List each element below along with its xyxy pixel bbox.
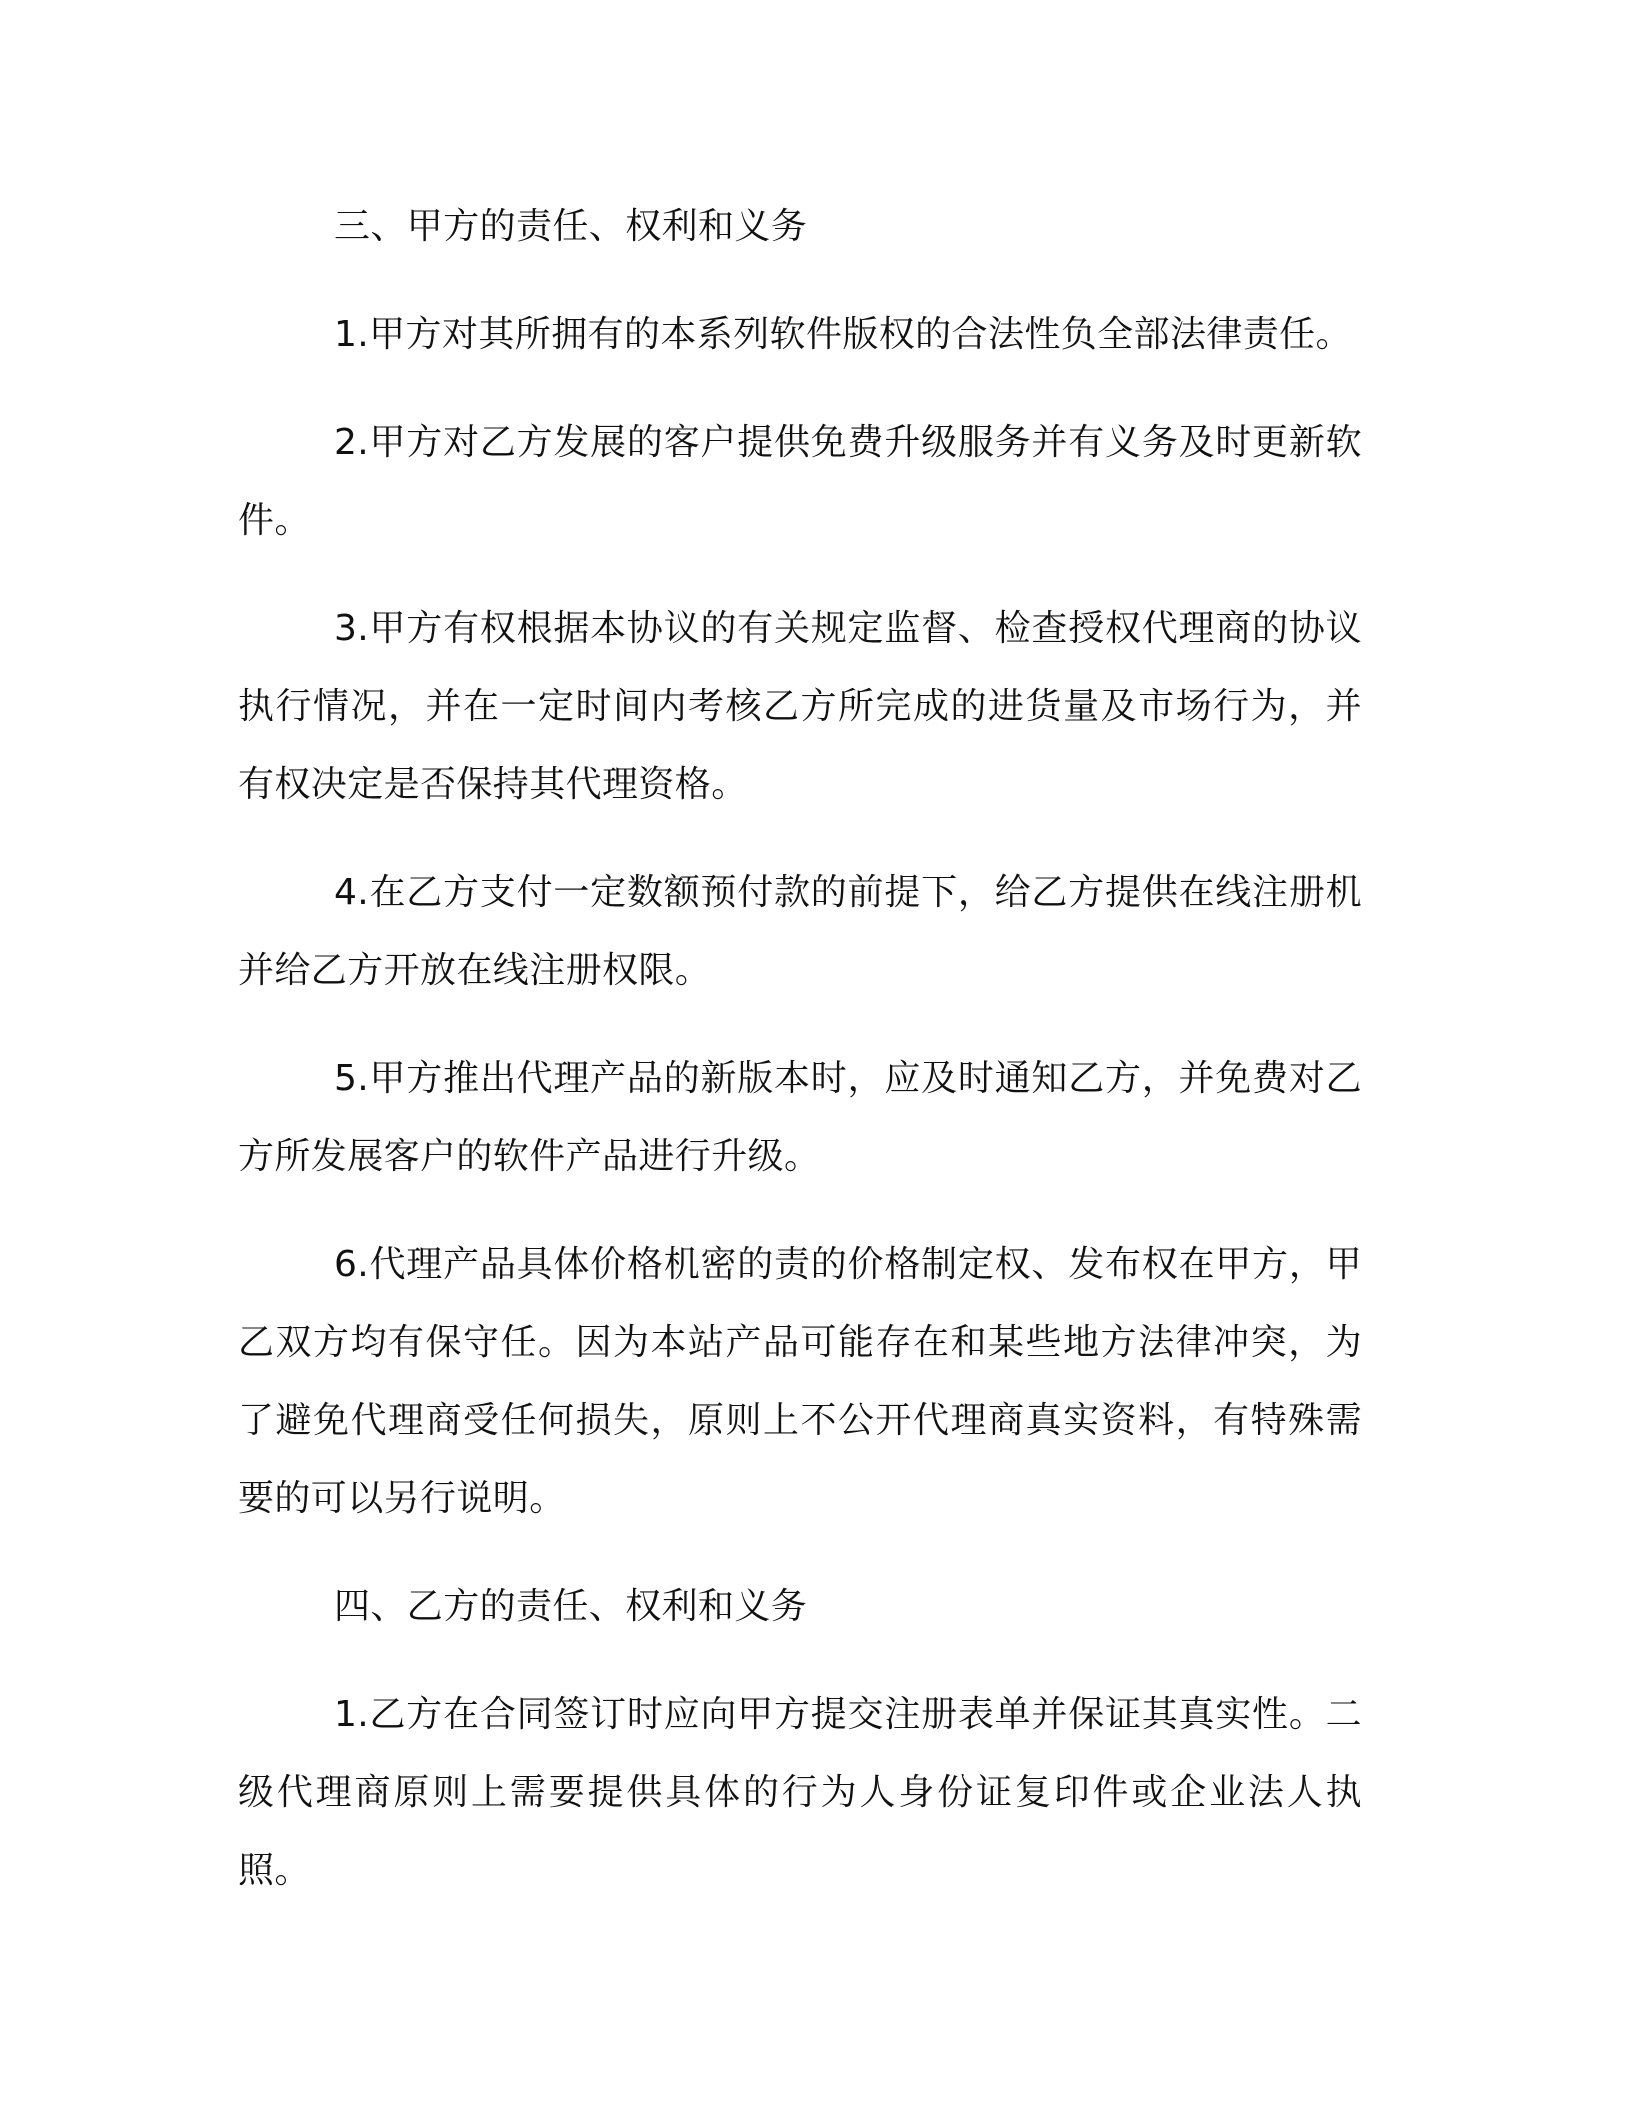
clause-3-1: 1.甲方对其所拥有的本系列软件版权的合法性负全部法律责任。 — [334, 314, 1352, 355]
clause-3-5: 5.甲方推出代理产品的新版本时，应及时通知乙方，并免费对乙方所发展客户的软件产品进行升级。 — [238, 1058, 1362, 1177]
clause-3-4: 4.在乙方支付一定数额预付款的前提下，给乙方提供在线注册机并给乙方开放在线注册权限。 — [238, 872, 1362, 991]
clause-4-1: 1.乙方在合同签订时应向甲方提交注册表单并保证其真实性。二级代理商原则上需要提供具体的行为人身份证复印件或企业法人执照。 — [238, 1694, 1362, 1891]
document-body — [238, 188, 1362, 1940]
section-heading-4: 四、乙方的责任、权利和义务 — [334, 1586, 808, 1627]
clause-3-2: 2.甲方对乙方发展的客户提供免费升级服务并有义务及时更新软件。 — [238, 422, 1362, 541]
clause-3-6: 6.代理产品具体价格机密的责的价格制定权、发布权在甲方，甲乙双方均有保守任。因为本站产品可能存在和某些地方法律冲突，为了避免代理商受任何损失，原则上不公开代理商真实资料，有特殊需要的可以另行说明。 — [238, 1244, 1362, 1519]
section-heading-3: 三、甲方的责任、权利和义务 — [334, 206, 808, 247]
clause-3-3: 3.甲方有权根据本协议的有关规定监督、检查授权代理商的协议执行情况，并在一定时间内考核乙方所完成的进货量及市场行为，并有权决定是否保持其代理资格。 — [238, 608, 1362, 805]
